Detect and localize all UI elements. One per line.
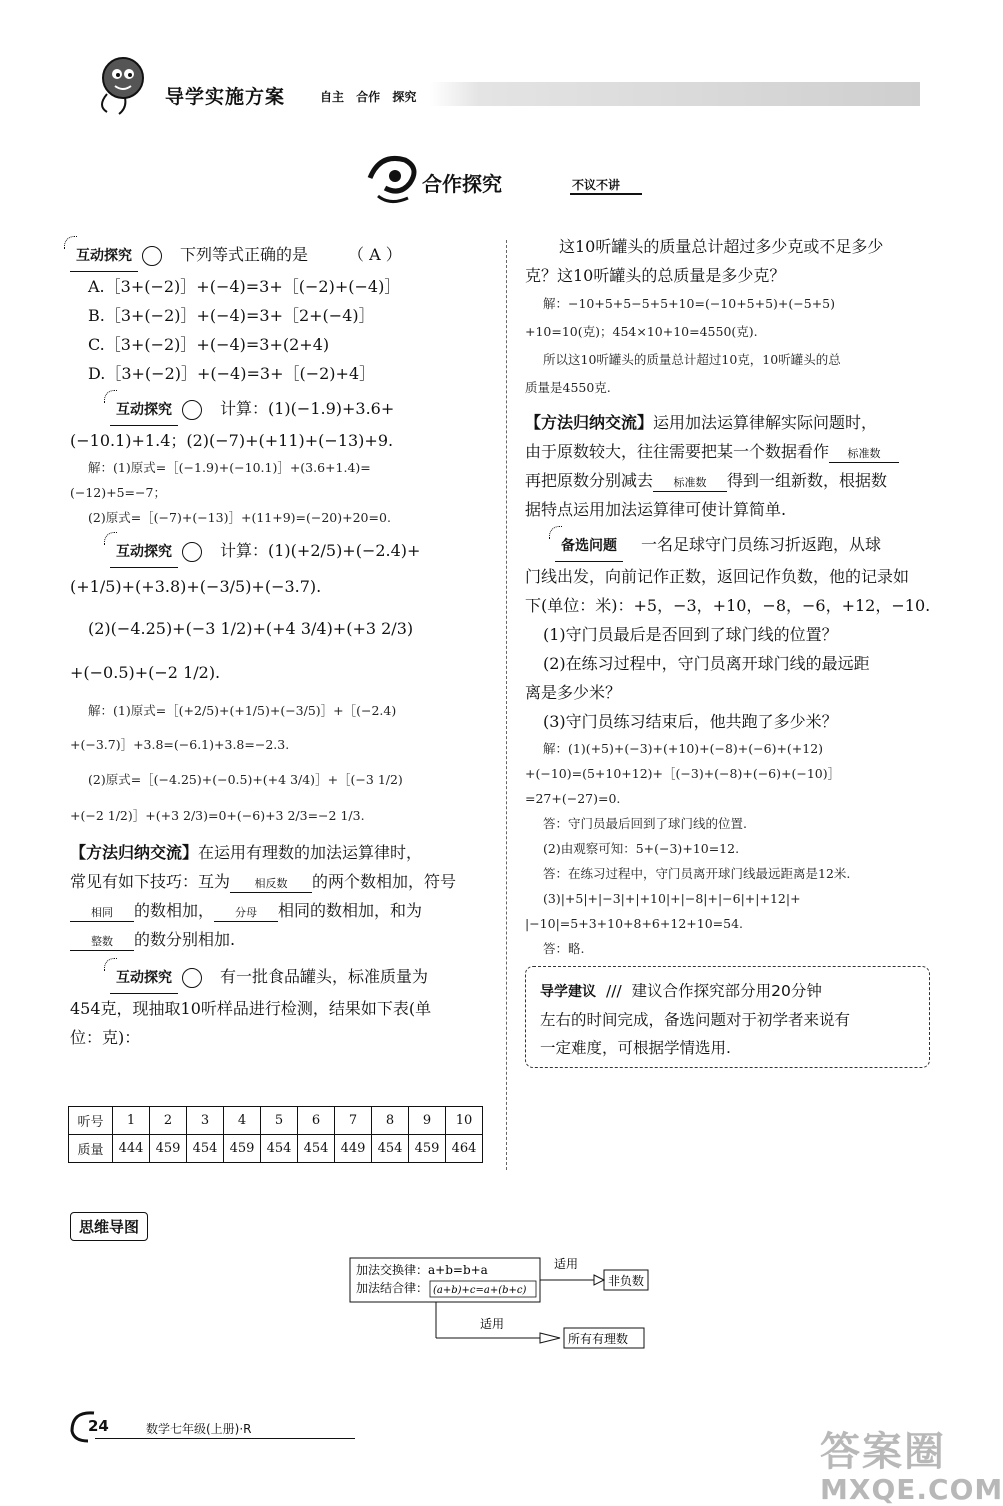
left-column: [70, 240, 490, 1052]
alt-solution-3: =27+(−27)=0.: [525, 791, 621, 806]
guide-box: [525, 966, 930, 1068]
q3-solution-2: +(−3.7)］+3.8=(−6.1)+3.8=−2.3.: [70, 737, 290, 752]
mindmap-target-1: 非负数: [608, 1274, 645, 1288]
method-text-6: 的数分别相加.: [134, 930, 236, 949]
method2-text-1: 运用加法运算律解实际问题时，: [653, 413, 878, 432]
q3-line3: (2)(−4.25)+(−3 1/2)+(+4 3/4)+(+3 2/3): [88, 619, 414, 638]
q1-stem-row: [70, 240, 490, 272]
method-row-2: [70, 867, 490, 896]
alt-q2a: (2)在练习过程中，守门员离开球门线的最远距: [543, 654, 870, 673]
q4-continued-1: 这10听罐头的质量总计超过多少克或不足多少: [559, 237, 884, 256]
circle-icon: [182, 968, 202, 988]
table-cell: 454: [261, 1135, 298, 1163]
table-cell: 8: [372, 1107, 409, 1135]
table-cell: 449: [335, 1135, 372, 1163]
method-row-1: [70, 838, 490, 867]
method2-row-2: [525, 437, 940, 466]
q1-answer: （ A ）: [348, 245, 402, 264]
table-cell: 7: [335, 1107, 372, 1135]
q1-option-b: B.［3+(−2)］+(−4)=3+［2+(−4)］: [88, 306, 375, 325]
guide-text-1: 建议合作探究部分用20分钟: [631, 982, 822, 1000]
guide-text-3: 一定难度，可根据学情选用.: [540, 1039, 731, 1057]
table-cell: 3: [187, 1107, 224, 1135]
table-cell: 454: [298, 1135, 335, 1163]
table-cell: 2: [150, 1107, 187, 1135]
column-divider: [506, 240, 507, 1170]
table-row: [69, 1107, 483, 1135]
circle-icon: [142, 246, 162, 266]
q2-solution-2: (−12)+5=−7；: [70, 485, 166, 500]
q4-solution-1: 解：−10+5+5−5+5+10=(−10+5+5)+(−5+5): [543, 296, 836, 311]
alt-line2: 门线出发，向前记作正数，返回记作负数，他的记录如: [525, 567, 910, 586]
mass-table: [68, 1106, 483, 1163]
q2-solution-3: (2)原式=［(−7)+(−13)］+(11+9)=(−20)+20=0.: [88, 510, 391, 525]
alt-q3: (3)守门员练习结束后，他共跑了多少米？: [543, 712, 838, 731]
q3-solution-4: +(−2 1/2)］+(+3 2/3)=0+(−6)+3 2/3=−2 1/3.: [70, 808, 365, 823]
q4-row: [70, 962, 490, 994]
q2-line1: 计算：(1)(−1.9)+3.6+: [220, 399, 395, 418]
table-cell: 464: [446, 1135, 483, 1163]
table-cell: 459: [224, 1135, 261, 1163]
table-cell: 459: [409, 1135, 446, 1163]
q4-line3: 位：克)：: [70, 1028, 141, 1047]
method2-blank-1: 标准数: [829, 446, 899, 463]
table-header-cell: 听号: [69, 1107, 113, 1135]
q3-solution-1: 解：(1)原式=［(+2/5)+(+1/5)+(−3/5)］+［(−2.4): [88, 703, 397, 718]
alt-solution-4: 答：守门员最后回到了球门线的位置.: [543, 816, 747, 831]
section-subtitle: 不议不讲: [572, 178, 621, 192]
interactive-tag: 互动探究: [110, 538, 178, 568]
header-title: 导学实施方案: [165, 86, 286, 108]
table-header-cell: 质量: [69, 1135, 113, 1163]
q1-stem: 下列等式正确的是: [180, 245, 309, 264]
q3-line2: (+1/5)+(+3.8)+(−3/5)+(−3.7).: [70, 577, 322, 596]
method-blank-4: 整数: [70, 934, 134, 951]
guide-row-1: [540, 977, 915, 1006]
footer-rule: [95, 1438, 355, 1439]
q3-line1: 计算：(1)(+2/5)+(−2.4)+: [220, 541, 421, 560]
table-cell: 1: [113, 1107, 150, 1135]
q4-solution-3: 所以这10听罐头的质量总计超过10克，10听罐头的总: [543, 352, 841, 367]
mindmap-law2-formula: (a+b)+c=a+(b+c): [433, 1285, 527, 1296]
alt-line3: 下(单位：米)：+5，−3，+10，−8，−6，+12，−10.: [525, 596, 931, 615]
alt-solution-7: (3)|+5|+|−3|+|+10|+|−8|+|−6|+|+12|+: [543, 891, 801, 906]
mindmap-apply-1: 适用: [554, 1257, 579, 1271]
method-text-4: 的数相加，: [134, 901, 215, 920]
q4-continued-2: 克？这10听罐头的总质量是多少克？: [525, 266, 786, 285]
q4-line2: 454克，现抽取10听样品进行检测，结果如下表(单: [70, 999, 432, 1018]
q3-row: [70, 536, 490, 568]
method-heading: 【方法归纳交流】: [70, 843, 199, 862]
guide-slash-icon: ///: [606, 982, 622, 1000]
alt-row: [525, 530, 940, 562]
alt-q1: (1)守门员最后是否回到了球门线的位置？: [543, 625, 838, 644]
mindmap-law2-prefix: 加法结合律：: [356, 1281, 429, 1295]
alt-solution-2: +(−10)=(5+10+12)+［(−3)+(−8)+(−6)+(−10)］: [525, 766, 841, 781]
table-cell: 454: [187, 1135, 224, 1163]
book-title: 数学七年级(上册)·R: [146, 1422, 252, 1436]
q2-line2: (−10.1)+1.4；(2)(−7)+(+11)+(−13)+9.: [70, 431, 394, 450]
method-text-5: 相同的数相加，和为: [278, 901, 423, 920]
right-column: [525, 232, 940, 961]
mindmap-apply-2: 适用: [480, 1317, 505, 1331]
method-text-3: 的两个数相加，符号: [312, 872, 457, 891]
method-blank-3: 分母: [214, 905, 278, 922]
watermark-text-2: MXQE.COM: [820, 1473, 1003, 1506]
method2-text-2: 由于原数较大，往往需要把某一个数据看作: [525, 442, 830, 461]
header-tags: 自主 合作 探究: [320, 90, 417, 104]
mindmap-target-2: 所有有理数: [568, 1332, 629, 1346]
table-cell: 10: [446, 1107, 483, 1135]
page-number: 24: [88, 1417, 109, 1435]
alt-solution-6: 答：在练习过程中，守门员离开球门线最远距离是12米.: [543, 866, 851, 881]
interactive-tag: 互动探究: [110, 396, 178, 426]
mindmap-law1: 加法交换律：a+b=b+a: [356, 1263, 488, 1277]
alt-solution-1: 解：(1)(+5)+(−3)+(+10)+(−8)+(−6)+(+12): [543, 741, 824, 756]
q4-line1: 有一批食品罐头，标准质量为: [220, 967, 429, 986]
method2-text-3: 再把原数分别减去: [525, 471, 654, 490]
q3-solution-3: (2)原式=［(−4.25)+(−0.5)+(+4 3/4)］+［(−3 1/2): [88, 772, 403, 787]
method2-blank-2: 标准数: [653, 475, 727, 492]
method2-text-4: 得到一组新数，根据数: [727, 471, 888, 490]
method-blank-1: 相反数: [230, 876, 312, 893]
mindmap-diagram: [340, 1250, 660, 1360]
alt-line1: 一名足球守门员练习折返跑，从球: [641, 535, 882, 554]
q4-solution-2: +10=10(克)；454×10+10=4550(克).: [525, 324, 758, 339]
method2-text-5: 据特点运用加法运算律可使计算简单.: [525, 500, 787, 519]
circle-icon: [182, 542, 202, 562]
q2-solution-1: 解：(1)原式=［(−1.9)+(−10.1)］+(3.6+1.4)=: [88, 460, 371, 475]
interactive-tag: 互动探究: [110, 964, 178, 994]
method2-heading: 【方法归纳交流】: [525, 413, 654, 432]
table-cell: 454: [372, 1135, 409, 1163]
method-row-4: [70, 925, 490, 954]
guide-title: 导学建议: [540, 984, 596, 1000]
mindmap-arrowhead-1: [594, 1275, 604, 1285]
table-row: [69, 1135, 483, 1163]
section-underline: [570, 193, 642, 195]
q4-solution-4: 质量是4550克.: [525, 380, 611, 395]
table-cell: 444: [113, 1135, 150, 1163]
interactive-tag: 互动探究: [70, 242, 138, 272]
alt-solution-8: |−10|=5+3+10+8+6+12+10=54.: [525, 916, 743, 931]
alt-question-tag: 备选问题: [555, 532, 623, 562]
mindmap-arrowhead-2: [540, 1333, 560, 1343]
q2-row: [70, 394, 490, 426]
q3-line4: +(−0.5)+(−2 1/2).: [70, 663, 221, 682]
method-row-3: [70, 896, 490, 925]
section-title: 合作探究: [422, 172, 502, 196]
table-cell: 6: [298, 1107, 335, 1135]
table-cell: 459: [150, 1135, 187, 1163]
method-text-1: 在运用有理数的加法运算律时，: [198, 843, 423, 862]
mindmap-label: 思维导图: [70, 1212, 148, 1241]
watermark: [820, 1420, 1003, 1506]
header-band: [430, 82, 920, 106]
q1-option-d: D.［3+(−2)］+(−4)=3+［(−2)+4］: [88, 364, 376, 383]
table-cell: 9: [409, 1107, 446, 1135]
method2-row-3: [525, 466, 940, 495]
table-cell: 4: [224, 1107, 261, 1135]
mascot-logo: [85, 48, 155, 118]
method-text-2: 常见有如下技巧：互为: [70, 872, 231, 891]
method2-row-1: [525, 408, 940, 437]
alt-solution-5: (2)由观察可知：5+(−3)+10=12.: [543, 841, 740, 856]
guide-text-2: 左右的时间完成，备选问题对于初学者来说有: [540, 1011, 851, 1029]
alt-solution-9: 答：略.: [543, 941, 585, 956]
table-cell: 5: [261, 1107, 298, 1135]
section-swirl-icon: [360, 148, 430, 208]
alt-q2b: 离是多少米？: [525, 683, 622, 702]
method-blank-2: 相同: [70, 905, 134, 922]
q1-option-c: C.［3+(−2)］+(−4)=3+(2+4): [88, 335, 330, 354]
watermark-text-1: 答案圈: [820, 1429, 946, 1475]
q1-option-a: A.［3+(−2)］+(−4)=3+［(−2)+(−4)］: [88, 277, 401, 296]
circle-icon: [182, 400, 202, 420]
